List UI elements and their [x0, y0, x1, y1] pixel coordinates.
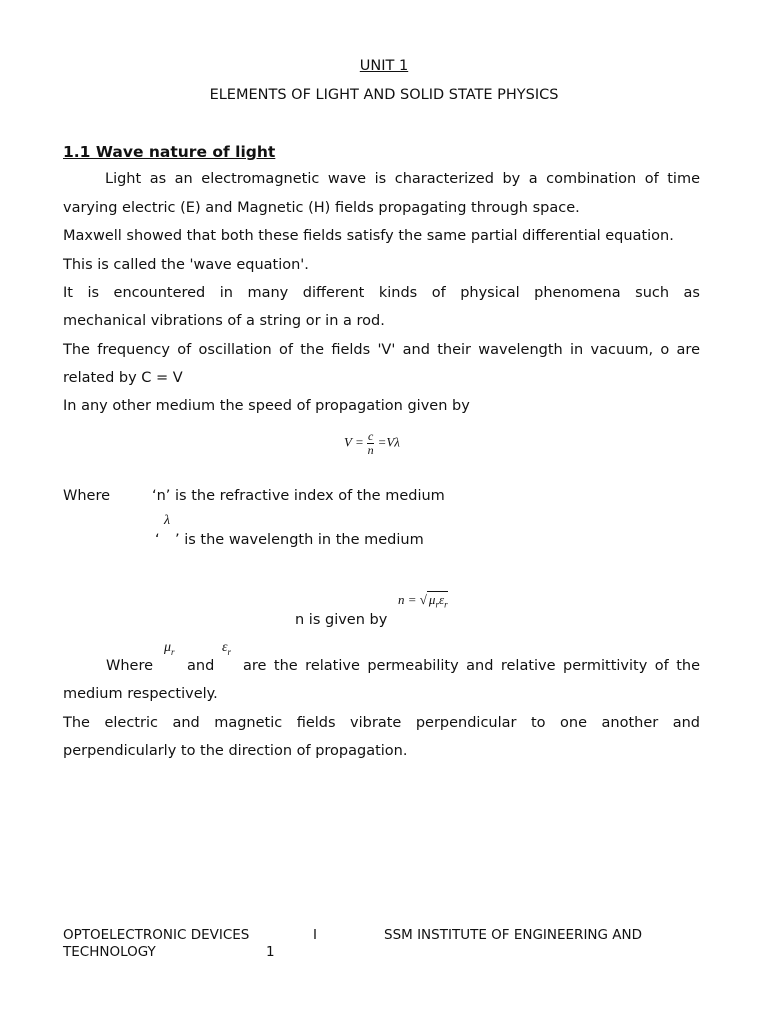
footer-institute: SSM INSTITUTE OF ENGINEERING AND [384, 927, 643, 943]
sqrt-argument [427, 591, 448, 610]
eps-in-root: ε [438, 592, 445, 607]
para-line-5: It is encountered in many different kinds of physical phenomena such as [63, 285, 700, 301]
document-title: ELEMENTS OF LIGHT AND SOLID STATE PHYSICS [209, 87, 559, 103]
refractive-index-equation [398, 592, 448, 610]
para-line-8: related by C = V [63, 370, 183, 386]
eps-char: ε [222, 640, 228, 655]
n-description: ‘n’ is the refractive index of the medium [152, 488, 445, 504]
para-line-2: varying electric (E) and Magnetic (H) fields propagating through space. [63, 200, 580, 216]
unit-label: UNIT 1 [359, 58, 409, 74]
lambda-description: ’ is the wavelength in the medium [175, 532, 424, 548]
para-line-4: This is called the 'wave equation'. [63, 257, 309, 273]
velocity-equation [344, 430, 400, 457]
perm-line-4: perpendicularly to the direction of propagation. [63, 743, 408, 759]
mu-char: μ [164, 640, 172, 655]
eq-fraction [367, 430, 374, 457]
eq-numerator: c [367, 429, 374, 443]
para-line-9: In any other medium the speed of propagation given by [63, 398, 470, 414]
mu-in-root: μ [428, 592, 436, 607]
n-given-by: n is given by [295, 612, 388, 628]
perm-line-1: are the relative permeability and relative permittivity of the [243, 658, 700, 674]
perm-where: Where [106, 658, 154, 674]
mu-symbol [164, 640, 175, 657]
sqrt-sign: √ [419, 592, 427, 607]
lambda-quote-open: ‘ [155, 532, 160, 548]
eps-sub: r [227, 646, 232, 657]
para-line-1: Light as an electromagnetic wave is characterized by a combination of time [105, 171, 700, 187]
eps-sub-in-root: r [444, 599, 448, 610]
footer-course: OPTOELECTRONIC DEVICES [63, 927, 250, 943]
footer-institute-cont: TECHNOLOGY [63, 944, 156, 960]
perm-line-2: medium respectively. [63, 686, 218, 702]
mu-sub-in-root: r [435, 599, 439, 610]
lambda-symbol: λ [164, 513, 171, 528]
perm-and: and [187, 658, 215, 674]
eq-v-lhs: V = [344, 434, 364, 450]
eq-denominator: n [367, 443, 374, 457]
epsilon-symbol [222, 640, 231, 657]
section-heading: 1.1 Wave nature of light [63, 143, 276, 161]
para-line-6: mechanical vibrations of a string or in a rod. [63, 313, 385, 329]
where-label: Where [63, 488, 111, 504]
page-number: 1 [266, 944, 275, 960]
eq-v-rhs: =Vλ [377, 434, 400, 450]
perm-line-3: The electric and magnetic fields vibrate perpendicular to one another and [63, 715, 700, 731]
para-line-3: Maxwell showed that both these fields satisfy the same partial differential equation. [63, 228, 674, 244]
para-line-7: The frequency of oscillation of the fields 'V' and their wavelength in vacuum, o are [63, 342, 700, 358]
eq-n-lhs: n = [398, 592, 417, 607]
mu-sub: r [171, 646, 175, 657]
footer-separator: I [313, 927, 317, 943]
